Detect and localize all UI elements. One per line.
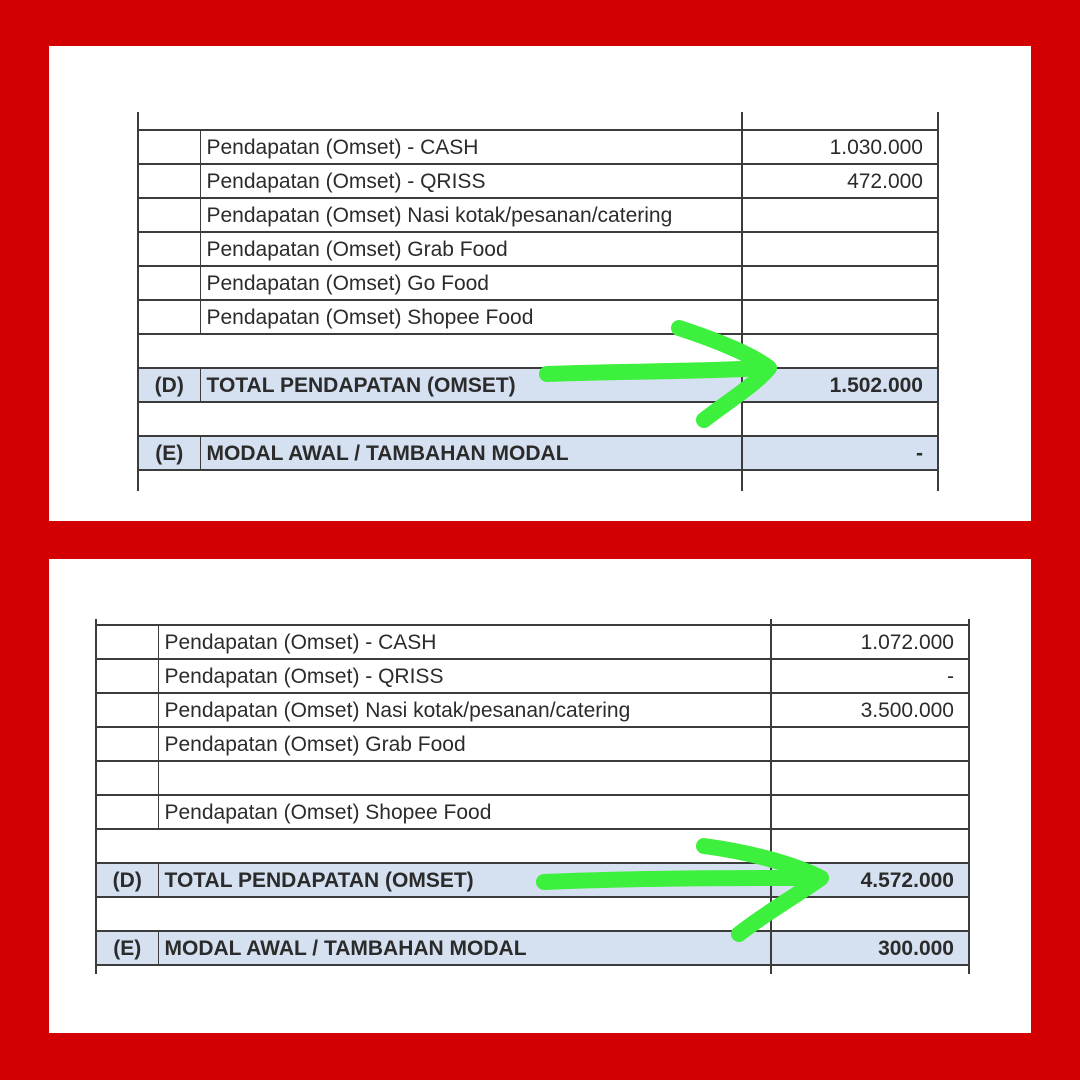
- row-label: Pendapatan (Omset) - CASH: [158, 625, 771, 659]
- panel-bottom: [49, 559, 1031, 1033]
- total-row: [96, 863, 969, 897]
- row-value: -: [771, 659, 969, 693]
- row-label: Pendapatan (Omset) - CASH: [200, 130, 742, 164]
- total-row: [138, 368, 938, 402]
- total-label: TOTAL PENDAPATAN (OMSET): [158, 863, 771, 897]
- table-row: [138, 232, 938, 266]
- row-label: Pendapatan (Omset) Nasi kotak/pesanan/catering: [158, 693, 771, 727]
- row-value: 1.030.000: [742, 130, 938, 164]
- row-value: 1.072.000: [771, 625, 969, 659]
- row-value: [742, 198, 938, 232]
- total-code: (D): [96, 863, 158, 897]
- modal-code: (E): [96, 931, 158, 965]
- table-row: [96, 625, 969, 659]
- table-row: [96, 761, 969, 795]
- modal-code: (E): [138, 436, 200, 470]
- row-label: Pendapatan (Omset) - QRISS: [200, 164, 742, 198]
- total-label: TOTAL PENDAPATAN (OMSET): [200, 368, 742, 402]
- row-label: Pendapatan (Omset) Shopee Food: [158, 795, 771, 829]
- row-label: Pendapatan (Omset) Go Food: [200, 266, 742, 300]
- table-row: [138, 198, 938, 232]
- table-row: [138, 266, 938, 300]
- row-value: [742, 232, 938, 266]
- row-value: [771, 761, 969, 795]
- row-value: 3.500.000: [771, 693, 969, 727]
- row-value: [771, 795, 969, 829]
- row-value: [742, 266, 938, 300]
- table-row: [138, 300, 938, 334]
- table-row: [96, 659, 969, 693]
- income-table-bottom: [95, 619, 970, 974]
- panel-top: [49, 46, 1031, 521]
- row-label: Pendapatan (Omset) Grab Food: [158, 727, 771, 761]
- modal-label: MODAL AWAL / TAMBAHAN MODAL: [158, 931, 771, 965]
- modal-row: [96, 931, 969, 965]
- row-label: Pendapatan (Omset) Shopee Food: [200, 300, 742, 334]
- modal-value: 300.000: [771, 931, 969, 965]
- table-row: [96, 693, 969, 727]
- income-table-top: [137, 112, 939, 491]
- modal-value: -: [742, 436, 938, 470]
- row-label: Pendapatan (Omset) Nasi kotak/pesanan/catering: [200, 198, 742, 232]
- row-label: Pendapatan (Omset) - QRISS: [158, 659, 771, 693]
- modal-label: MODAL AWAL / TAMBAHAN MODAL: [200, 436, 742, 470]
- row-label: [158, 761, 771, 795]
- table-row: [138, 164, 938, 198]
- total-code: (D): [138, 368, 200, 402]
- table-row: [96, 727, 969, 761]
- table-row: [138, 130, 938, 164]
- row-value: [742, 300, 938, 334]
- total-value: 1.502.000: [742, 368, 938, 402]
- total-value: 4.572.000: [771, 863, 969, 897]
- modal-row: [138, 436, 938, 470]
- table-row: [96, 795, 969, 829]
- row-value: 472.000: [742, 164, 938, 198]
- row-value: [771, 727, 969, 761]
- row-label: Pendapatan (Omset) Grab Food: [200, 232, 742, 266]
